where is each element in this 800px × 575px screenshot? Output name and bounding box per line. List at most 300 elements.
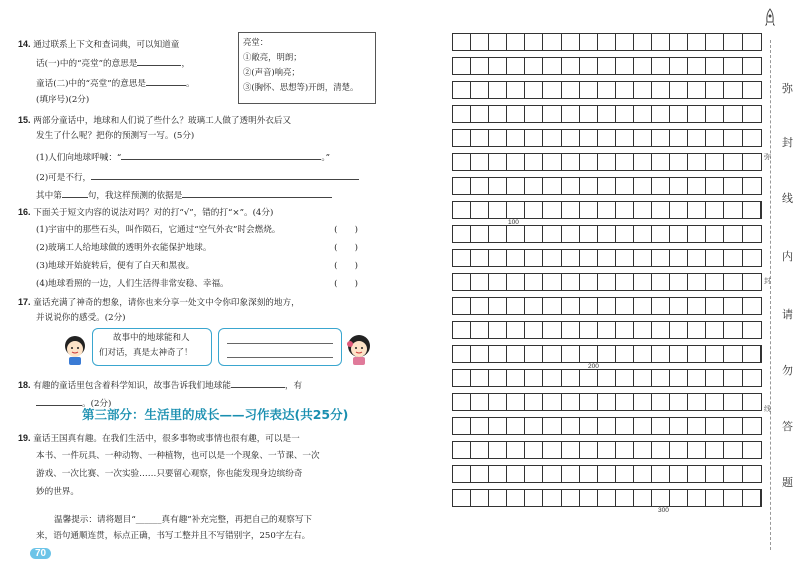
- answer-line[interactable]: [227, 343, 333, 344]
- grid-cell[interactable]: [634, 178, 652, 194]
- grid-cell[interactable]: [562, 154, 580, 170]
- grid-cell[interactable]: [688, 274, 706, 290]
- grid-row[interactable]: [452, 129, 762, 147]
- grid-row[interactable]: [452, 417, 762, 435]
- grid-cell[interactable]: [453, 58, 471, 74]
- grid-cell[interactable]: [543, 34, 561, 50]
- grid-cell[interactable]: [489, 490, 507, 506]
- grid-cell[interactable]: [688, 226, 706, 242]
- grid-cell[interactable]: [525, 202, 543, 218]
- grid-cell[interactable]: [507, 418, 525, 434]
- grid-cell[interactable]: [580, 298, 598, 314]
- grid-cell[interactable]: [688, 154, 706, 170]
- grid-cell[interactable]: [724, 490, 742, 506]
- grid-cell[interactable]: [652, 178, 670, 194]
- grid-cell[interactable]: [652, 466, 670, 482]
- grid-cell[interactable]: [525, 442, 543, 458]
- grid-cell[interactable]: [562, 418, 580, 434]
- grid-cell[interactable]: [453, 178, 471, 194]
- grid-row[interactable]: [452, 441, 762, 459]
- grid-cell[interactable]: [743, 442, 761, 458]
- grid-cell[interactable]: [562, 58, 580, 74]
- grid-cell[interactable]: [471, 130, 489, 146]
- grid-cell[interactable]: [507, 250, 525, 266]
- grid-cell[interactable]: [543, 82, 561, 98]
- grid-cell[interactable]: [543, 202, 561, 218]
- grid-cell[interactable]: [688, 178, 706, 194]
- grid-cell[interactable]: [471, 346, 489, 362]
- grid-cell[interactable]: [706, 466, 724, 482]
- grid-cell[interactable]: [652, 58, 670, 74]
- grid-cell[interactable]: [562, 466, 580, 482]
- grid-cell[interactable]: [489, 202, 507, 218]
- grid-cell[interactable]: [489, 418, 507, 434]
- grid-cell[interactable]: [724, 370, 742, 386]
- grid-cell[interactable]: [724, 250, 742, 266]
- grid-cell[interactable]: [652, 154, 670, 170]
- grid-cell[interactable]: [706, 250, 724, 266]
- grid-cell[interactable]: [634, 490, 652, 506]
- grid-cell[interactable]: [706, 394, 724, 410]
- speech-bubble-answer[interactable]: [218, 328, 342, 366]
- answer-blank[interactable]: [91, 170, 359, 180]
- grid-cell[interactable]: [507, 154, 525, 170]
- grid-cell[interactable]: [688, 466, 706, 482]
- grid-cell[interactable]: [743, 130, 761, 146]
- grid-cell[interactable]: [670, 178, 688, 194]
- grid-cell[interactable]: [724, 466, 742, 482]
- grid-cell[interactable]: [580, 178, 598, 194]
- grid-cell[interactable]: [453, 346, 471, 362]
- grid-cell[interactable]: [688, 34, 706, 50]
- grid-cell[interactable]: [706, 490, 724, 506]
- grid-cell[interactable]: [489, 82, 507, 98]
- grid-cell[interactable]: [634, 298, 652, 314]
- grid-cell[interactable]: [507, 322, 525, 338]
- grid-cell[interactable]: [670, 418, 688, 434]
- grid-cell[interactable]: [543, 322, 561, 338]
- grid-cell[interactable]: [543, 346, 561, 362]
- grid-cell[interactable]: [616, 370, 634, 386]
- grid-cell[interactable]: [724, 154, 742, 170]
- grid-cell[interactable]: [453, 202, 471, 218]
- grid-cell[interactable]: [489, 226, 507, 242]
- grid-cell[interactable]: [471, 466, 489, 482]
- grid-cell[interactable]: [598, 346, 616, 362]
- grid-cell[interactable]: [670, 298, 688, 314]
- grid-cell[interactable]: [598, 202, 616, 218]
- grid-cell[interactable]: [598, 226, 616, 242]
- grid-cell[interactable]: [525, 466, 543, 482]
- grid-cell[interactable]: [634, 202, 652, 218]
- grid-cell[interactable]: [507, 490, 525, 506]
- grid-cell[interactable]: [507, 178, 525, 194]
- grid-cell[interactable]: [670, 130, 688, 146]
- grid-cell[interactable]: [743, 370, 761, 386]
- grid-cell[interactable]: [652, 394, 670, 410]
- grid-cell[interactable]: [598, 250, 616, 266]
- grid-cell[interactable]: [688, 298, 706, 314]
- grid-row[interactable]: [452, 321, 762, 339]
- grid-cell[interactable]: [489, 58, 507, 74]
- grid-cell[interactable]: [580, 442, 598, 458]
- grid-cell[interactable]: [489, 394, 507, 410]
- grid-cell[interactable]: [489, 346, 507, 362]
- grid-cell[interactable]: [743, 298, 761, 314]
- grid-cell[interactable]: [525, 34, 543, 50]
- grid-cell[interactable]: [543, 226, 561, 242]
- grid-cell[interactable]: [634, 322, 652, 338]
- grid-cell[interactable]: [724, 130, 742, 146]
- grid-cell[interactable]: [634, 82, 652, 98]
- grid-cell[interactable]: [562, 274, 580, 290]
- grid-cell[interactable]: [743, 466, 761, 482]
- grid-cell[interactable]: [525, 130, 543, 146]
- grid-cell[interactable]: [652, 346, 670, 362]
- grid-cell[interactable]: [471, 298, 489, 314]
- grid-cell[interactable]: [743, 154, 761, 170]
- grid-cell[interactable]: [580, 346, 598, 362]
- grid-cell[interactable]: [580, 490, 598, 506]
- grid-cell[interactable]: [562, 106, 580, 122]
- grid-cell[interactable]: [688, 130, 706, 146]
- grid-cell[interactable]: [670, 274, 688, 290]
- writing-grid[interactable]: [452, 33, 762, 513]
- grid-cell[interactable]: [634, 442, 652, 458]
- grid-cell[interactable]: [453, 442, 471, 458]
- grid-cell[interactable]: [562, 298, 580, 314]
- grid-cell[interactable]: [616, 250, 634, 266]
- grid-cell[interactable]: [616, 178, 634, 194]
- grid-cell[interactable]: [616, 82, 634, 98]
- grid-cell[interactable]: [652, 130, 670, 146]
- grid-cell[interactable]: [598, 34, 616, 50]
- grid-cell[interactable]: [598, 490, 616, 506]
- grid-cell[interactable]: [724, 82, 742, 98]
- grid-cell[interactable]: [724, 274, 742, 290]
- answer-blank[interactable]: [182, 188, 332, 198]
- grid-cell[interactable]: [670, 490, 688, 506]
- grid-cell[interactable]: [634, 394, 652, 410]
- grid-cell[interactable]: [598, 178, 616, 194]
- grid-cell[interactable]: [743, 250, 761, 266]
- grid-cell[interactable]: [743, 58, 761, 74]
- grid-cell[interactable]: [598, 154, 616, 170]
- grid-cell[interactable]: [688, 322, 706, 338]
- grid-cell[interactable]: [489, 322, 507, 338]
- grid-cell[interactable]: [743, 178, 761, 194]
- grid-cell[interactable]: [670, 370, 688, 386]
- grid-cell[interactable]: [507, 226, 525, 242]
- grid-cell[interactable]: [543, 274, 561, 290]
- grid-cell[interactable]: [616, 274, 634, 290]
- grid-cell[interactable]: [471, 274, 489, 290]
- grid-cell[interactable]: [616, 466, 634, 482]
- grid-cell[interactable]: [652, 490, 670, 506]
- grid-cell[interactable]: [525, 418, 543, 434]
- grid-cell[interactable]: [580, 154, 598, 170]
- grid-cell[interactable]: [616, 226, 634, 242]
- grid-cell[interactable]: [562, 130, 580, 146]
- grid-cell[interactable]: [706, 346, 724, 362]
- grid-row[interactable]: [452, 489, 762, 514]
- grid-cell[interactable]: [706, 442, 724, 458]
- grid-cell[interactable]: [598, 274, 616, 290]
- grid-cell[interactable]: [525, 322, 543, 338]
- grid-row[interactable]: [452, 273, 762, 291]
- grid-cell[interactable]: [507, 202, 525, 218]
- grid-cell[interactable]: [525, 298, 543, 314]
- grid-cell[interactable]: [471, 442, 489, 458]
- grid-cell[interactable]: [525, 250, 543, 266]
- grid-cell[interactable]: [688, 106, 706, 122]
- answer-blank[interactable]: [231, 378, 285, 388]
- grid-cell[interactable]: [706, 274, 724, 290]
- grid-cell[interactable]: [688, 370, 706, 386]
- grid-row[interactable]: [452, 153, 762, 171]
- grid-cell[interactable]: [598, 82, 616, 98]
- grid-cell[interactable]: [743, 274, 761, 290]
- grid-cell[interactable]: [616, 130, 634, 146]
- grid-cell[interactable]: [670, 322, 688, 338]
- answer-blank[interactable]: [36, 396, 82, 406]
- grid-cell[interactable]: [724, 322, 742, 338]
- grid-cell[interactable]: [543, 394, 561, 410]
- grid-cell[interactable]: [507, 370, 525, 386]
- grid-cell[interactable]: [688, 202, 706, 218]
- grid-cell[interactable]: [634, 130, 652, 146]
- grid-cell[interactable]: [670, 154, 688, 170]
- grid-cell[interactable]: [453, 82, 471, 98]
- grid-cell[interactable]: [743, 82, 761, 98]
- grid-cell[interactable]: [580, 202, 598, 218]
- grid-cell[interactable]: [670, 202, 688, 218]
- grid-cell[interactable]: [543, 442, 561, 458]
- grid-cell[interactable]: [562, 178, 580, 194]
- grid-row[interactable]: [452, 249, 762, 267]
- grid-cell[interactable]: [580, 466, 598, 482]
- answer-paren[interactable]: ( ): [334, 243, 358, 253]
- grid-cell[interactable]: [598, 130, 616, 146]
- grid-row[interactable]: [452, 81, 762, 99]
- grid-cell[interactable]: [525, 370, 543, 386]
- grid-cell[interactable]: [670, 58, 688, 74]
- grid-cell[interactable]: [706, 370, 724, 386]
- grid-cell[interactable]: [670, 250, 688, 266]
- grid-cell[interactable]: [453, 466, 471, 482]
- grid-cell[interactable]: [743, 346, 761, 362]
- grid-cell[interactable]: [580, 394, 598, 410]
- grid-cell[interactable]: [580, 58, 598, 74]
- grid-cell[interactable]: [453, 250, 471, 266]
- grid-cell[interactable]: [471, 394, 489, 410]
- grid-cell[interactable]: [543, 250, 561, 266]
- grid-row[interactable]: [452, 297, 762, 315]
- grid-cell[interactable]: [489, 298, 507, 314]
- grid-cell[interactable]: [562, 82, 580, 98]
- grid-cell[interactable]: [525, 346, 543, 362]
- grid-cell[interactable]: [688, 490, 706, 506]
- grid-cell[interactable]: [489, 466, 507, 482]
- grid-cell[interactable]: [688, 58, 706, 74]
- grid-cell[interactable]: [634, 106, 652, 122]
- grid-cell[interactable]: [525, 58, 543, 74]
- grid-cell[interactable]: [634, 154, 652, 170]
- grid-cell[interactable]: [562, 442, 580, 458]
- grid-cell[interactable]: [471, 106, 489, 122]
- grid-cell[interactable]: [525, 82, 543, 98]
- grid-cell[interactable]: [706, 34, 724, 50]
- grid-cell[interactable]: [489, 154, 507, 170]
- grid-cell[interactable]: [634, 418, 652, 434]
- grid-cell[interactable]: [634, 226, 652, 242]
- grid-cell[interactable]: [471, 250, 489, 266]
- grid-cell[interactable]: [616, 202, 634, 218]
- grid-row[interactable]: [452, 33, 762, 51]
- grid-cell[interactable]: [489, 442, 507, 458]
- grid-cell[interactable]: [724, 418, 742, 434]
- grid-cell[interactable]: [489, 178, 507, 194]
- grid-cell[interactable]: [471, 226, 489, 242]
- grid-cell[interactable]: [724, 442, 742, 458]
- grid-cell[interactable]: [598, 298, 616, 314]
- grid-cell[interactable]: [743, 202, 761, 218]
- answer-paren[interactable]: ( ): [334, 279, 358, 289]
- grid-cell[interactable]: [507, 58, 525, 74]
- grid-cell[interactable]: [580, 82, 598, 98]
- grid-cell[interactable]: [562, 322, 580, 338]
- grid-cell[interactable]: [507, 298, 525, 314]
- grid-cell[interactable]: [453, 298, 471, 314]
- grid-cell[interactable]: [670, 442, 688, 458]
- grid-cell[interactable]: [706, 154, 724, 170]
- grid-cell[interactable]: [670, 394, 688, 410]
- grid-cell[interactable]: [598, 106, 616, 122]
- grid-cell[interactable]: [507, 82, 525, 98]
- grid-cell[interactable]: [706, 322, 724, 338]
- grid-cell[interactable]: [580, 274, 598, 290]
- grid-cell[interactable]: [652, 250, 670, 266]
- grid-cell[interactable]: [580, 106, 598, 122]
- grid-cell[interactable]: [489, 370, 507, 386]
- grid-cell[interactable]: [580, 34, 598, 50]
- grid-cell[interactable]: [543, 58, 561, 74]
- grid-cell[interactable]: [652, 82, 670, 98]
- grid-cell[interactable]: [706, 82, 724, 98]
- grid-cell[interactable]: [652, 226, 670, 242]
- grid-cell[interactable]: [652, 418, 670, 434]
- grid-cell[interactable]: [670, 346, 688, 362]
- answer-line[interactable]: [227, 357, 333, 358]
- grid-cell[interactable]: [598, 58, 616, 74]
- grid-cell[interactable]: [616, 298, 634, 314]
- grid-cell[interactable]: [706, 298, 724, 314]
- grid-cell[interactable]: [634, 250, 652, 266]
- grid-cell[interactable]: [471, 82, 489, 98]
- grid-cell[interactable]: [634, 34, 652, 50]
- grid-cell[interactable]: [688, 394, 706, 410]
- grid-cell[interactable]: [598, 322, 616, 338]
- grid-cell[interactable]: [453, 274, 471, 290]
- grid-cell[interactable]: [724, 178, 742, 194]
- grid-cell[interactable]: [616, 442, 634, 458]
- grid-cell[interactable]: [688, 418, 706, 434]
- grid-row[interactable]: [452, 369, 762, 387]
- grid-cell[interactable]: [489, 250, 507, 266]
- grid-cell[interactable]: [507, 346, 525, 362]
- grid-cell[interactable]: [634, 58, 652, 74]
- grid-cell[interactable]: [489, 130, 507, 146]
- answer-paren[interactable]: ( ): [334, 261, 358, 271]
- grid-cell[interactable]: [507, 106, 525, 122]
- grid-cell[interactable]: [543, 466, 561, 482]
- grid-cell[interactable]: [580, 130, 598, 146]
- grid-cell[interactable]: [688, 250, 706, 266]
- grid-cell[interactable]: [743, 34, 761, 50]
- grid-cell[interactable]: [507, 466, 525, 482]
- grid-cell[interactable]: [525, 154, 543, 170]
- grid-cell[interactable]: [724, 394, 742, 410]
- grid-cell[interactable]: [652, 370, 670, 386]
- grid-row[interactable]: [452, 105, 762, 123]
- grid-cell[interactable]: [543, 178, 561, 194]
- grid-cell[interactable]: [743, 490, 761, 506]
- grid-cell[interactable]: [471, 370, 489, 386]
- grid-cell[interactable]: [507, 34, 525, 50]
- grid-cell[interactable]: [453, 226, 471, 242]
- answer-blank[interactable]: [146, 76, 186, 86]
- grid-cell[interactable]: [489, 106, 507, 122]
- grid-cell[interactable]: [543, 154, 561, 170]
- grid-cell[interactable]: [453, 394, 471, 410]
- grid-cell[interactable]: [724, 346, 742, 362]
- grid-cell[interactable]: [543, 106, 561, 122]
- grid-cell[interactable]: [688, 346, 706, 362]
- grid-cell[interactable]: [525, 106, 543, 122]
- grid-cell[interactable]: [543, 130, 561, 146]
- grid-cell[interactable]: [543, 370, 561, 386]
- grid-cell[interactable]: [706, 418, 724, 434]
- grid-cell[interactable]: [598, 394, 616, 410]
- grid-cell[interactable]: [706, 130, 724, 146]
- grid-cell[interactable]: [652, 322, 670, 338]
- grid-cell[interactable]: [471, 490, 489, 506]
- grid-cell[interactable]: [616, 418, 634, 434]
- grid-cell[interactable]: [706, 58, 724, 74]
- grid-cell[interactable]: [598, 370, 616, 386]
- grid-cell[interactable]: [616, 106, 634, 122]
- grid-cell[interactable]: [652, 442, 670, 458]
- grid-cell[interactable]: [580, 370, 598, 386]
- grid-cell[interactable]: [616, 346, 634, 362]
- grid-cell[interactable]: [670, 466, 688, 482]
- grid-cell[interactable]: [688, 82, 706, 98]
- grid-cell[interactable]: [562, 226, 580, 242]
- grid-cell[interactable]: [670, 34, 688, 50]
- grid-cell[interactable]: [743, 226, 761, 242]
- grid-cell[interactable]: [580, 226, 598, 242]
- grid-cell[interactable]: [634, 370, 652, 386]
- answer-blank[interactable]: [137, 56, 181, 66]
- grid-cell[interactable]: [543, 418, 561, 434]
- grid-row[interactable]: [452, 201, 762, 226]
- grid-cell[interactable]: [525, 178, 543, 194]
- grid-cell[interactable]: [525, 490, 543, 506]
- grid-cell[interactable]: [453, 154, 471, 170]
- grid-row[interactable]: [452, 345, 762, 370]
- grid-cell[interactable]: [489, 34, 507, 50]
- grid-row[interactable]: [452, 225, 762, 243]
